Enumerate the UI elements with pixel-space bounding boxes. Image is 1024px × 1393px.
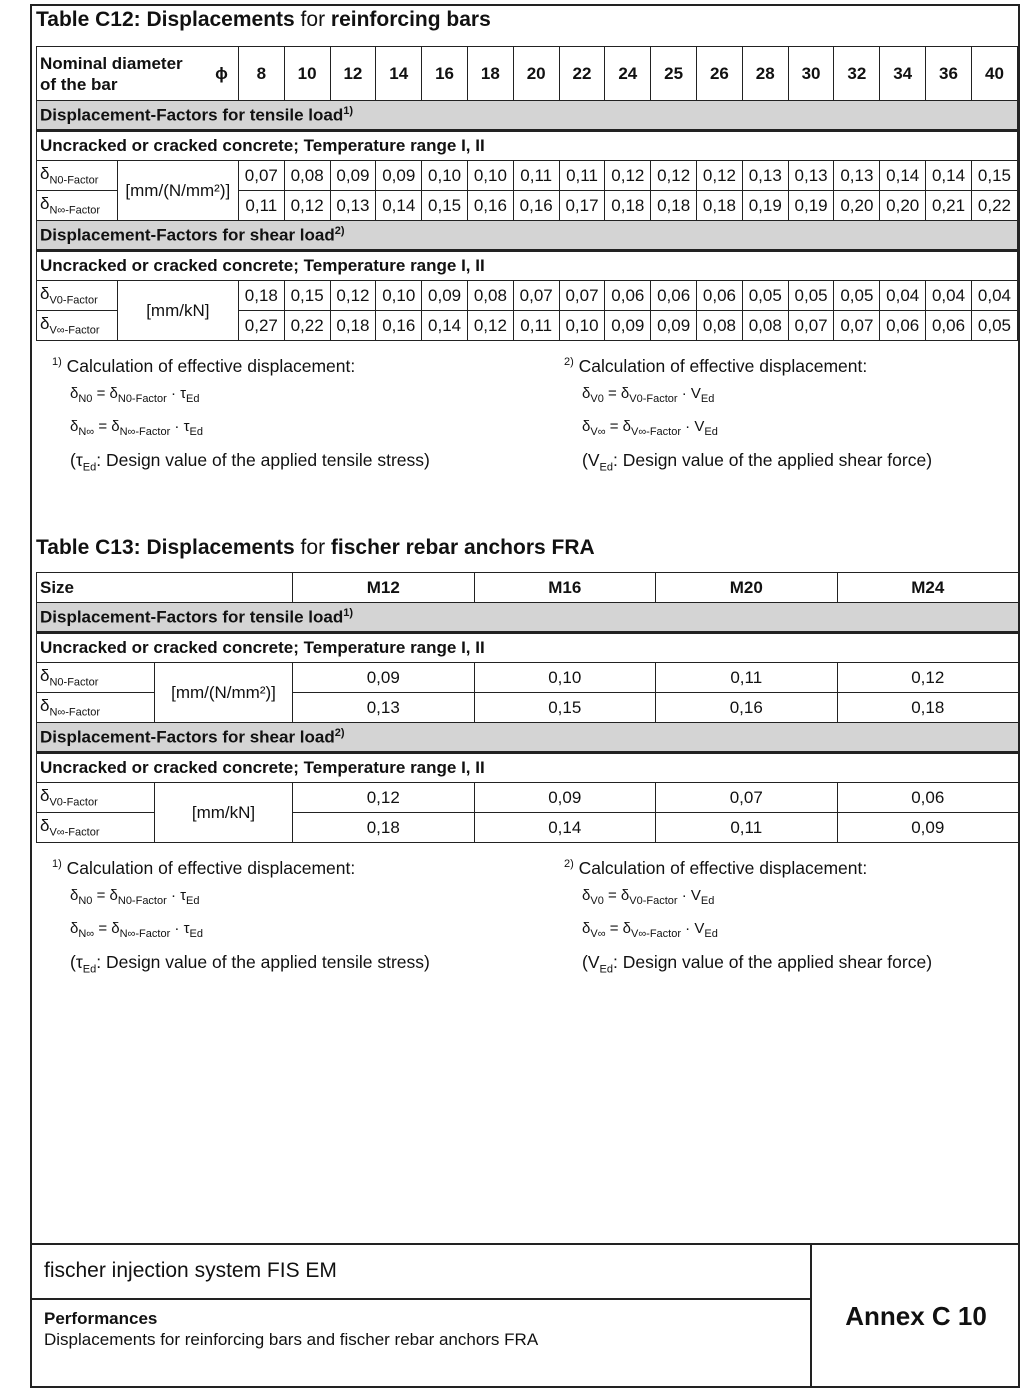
value-cell: 0,22 xyxy=(284,311,330,341)
c13-dN0-row xyxy=(37,663,1019,693)
value-cell: 0,12 xyxy=(284,191,330,221)
shear-unit: [mm/kN] xyxy=(155,783,293,843)
diameter-cell: 16 xyxy=(422,47,468,101)
value-cell: 0,13 xyxy=(293,693,475,723)
diameter-cell: 26 xyxy=(697,47,743,101)
footer-system: fischer injection system FIS EM xyxy=(30,1245,810,1300)
value-cell: 0,07 xyxy=(559,281,605,311)
diameter-cell: 25 xyxy=(651,47,697,101)
dNinf-label: $\delta_{N\infty-Factor}$ xyxy=(37,693,155,723)
diameter-cell: 20 xyxy=(513,47,559,101)
size-label: Size xyxy=(37,573,293,603)
dVinf-label: $\delta_{V\infty-Factor}$ xyxy=(37,311,118,341)
value-cell: 0,11 xyxy=(656,813,838,843)
footer-section: Performances xyxy=(44,1309,158,1328)
value-cell: 0,10 xyxy=(474,663,656,693)
value-cell: 0,06 xyxy=(651,281,697,311)
dVinf-label: $\delta_{V\infty-Factor}$ xyxy=(37,813,155,843)
table-c12-title: Table C12: Displacements for reinforcing bars xyxy=(36,8,491,31)
tensile-unit: [mm/(N/mm²)] xyxy=(155,663,293,723)
value-cell: 0,05 xyxy=(834,281,880,311)
value-cell: 0,27 xyxy=(238,311,284,341)
value-cell: 0,09 xyxy=(837,813,1019,843)
value-cell: 0,16 xyxy=(656,693,838,723)
value-cell: 0,18 xyxy=(293,813,475,843)
value-cell: 0,22 xyxy=(971,191,1017,221)
dN0-label: $\delta_{N0-Factor}$ xyxy=(37,663,155,693)
table-c13-title: Table C13: Displacements for fischer rebar anchors FRA xyxy=(36,536,595,559)
value-cell: 0,13 xyxy=(330,191,376,221)
diameter-cell: 30 xyxy=(788,47,834,101)
value-cell: 0,06 xyxy=(926,311,972,341)
value-cell: 0,11 xyxy=(238,191,284,221)
shear-condition: Uncracked or cracked concrete; Temperature range I, II xyxy=(37,753,1019,783)
value-cell: 0,06 xyxy=(697,281,743,311)
shear-condition-row xyxy=(37,753,1019,783)
shear-condition-row xyxy=(37,251,1018,281)
shear-section-row xyxy=(37,723,1019,753)
value-cell: 0,09 xyxy=(293,663,475,693)
value-cell: 0,07 xyxy=(656,783,838,813)
tensile-condition: Uncracked or cracked concrete; Temperature range I, II xyxy=(37,633,1019,663)
tensile-section-row xyxy=(37,101,1018,131)
value-cell: 0,06 xyxy=(880,311,926,341)
value-cell: 0,20 xyxy=(834,191,880,221)
value-cell: 0,05 xyxy=(788,281,834,311)
value-cell: 0,14 xyxy=(422,311,468,341)
c12-dV0-row xyxy=(37,281,1018,311)
value-cell: 0,18 xyxy=(837,693,1019,723)
value-cell: 0,14 xyxy=(926,161,972,191)
value-cell: 0,09 xyxy=(651,311,697,341)
c13-note-shear: $^{2)}$ Calculation of effective displacement: $\delta_{V0} = \delta_{V0-Factor} \cdot V_{Ed}$ $\delta_{V\infty} = \delta_{V\infty-Factor} \cdot V_{Ed}$ ($V_{Ed}$: Design value of the applied shear force) xyxy=(564,857,933,976)
table-c12 xyxy=(36,46,1018,341)
value-cell: 0,19 xyxy=(788,191,834,221)
shear-section-row xyxy=(37,221,1018,251)
value-cell: 0,06 xyxy=(837,783,1019,813)
dNinf-label: $\delta_{N\infty-Factor}$ xyxy=(37,191,118,221)
annex-label: Annex C 10 xyxy=(845,1301,987,1331)
value-cell: 0,12 xyxy=(651,161,697,191)
diameter-cell: 10 xyxy=(284,47,330,101)
footer xyxy=(30,1243,1020,1388)
c13-note-tensile: $^{1)}$ Calculation of effective displacement: $\delta_{N0} = \delta_{N0-Factor} \cdot \tau_{Ed}$ $\delta_{N\infty} = \delta_{N\infty-Factor} \cdot \tau_{Ed}$ ($\tau_{Ed}$: Design value of the applied tensile stress) xyxy=(52,857,430,976)
tensile-condition-row xyxy=(37,633,1019,663)
footer-description: Displacements for reinforcing bars and fischer rebar anchors FRA xyxy=(44,1330,539,1349)
value-cell: 0,13 xyxy=(834,161,880,191)
shear-section-title: Displacement-Factors for shear load$^{2)}$ xyxy=(37,723,1019,753)
value-cell: 0,15 xyxy=(422,191,468,221)
value-cell: 0,15 xyxy=(971,161,1017,191)
size-cell: M12 xyxy=(293,573,475,603)
tensile-condition: Uncracked or cracked concrete; Temperature range I, II xyxy=(37,131,1018,161)
value-cell: 0,04 xyxy=(971,281,1017,311)
diameter-cell: 18 xyxy=(467,47,513,101)
dN0-label: $\delta_{N0-Factor}$ xyxy=(37,161,118,191)
value-cell: 0,10 xyxy=(559,311,605,341)
value-cell: 0,14 xyxy=(880,161,926,191)
c13-dV0-row xyxy=(37,783,1019,813)
value-cell: 0,11 xyxy=(656,663,838,693)
value-cell: 0,12 xyxy=(837,663,1019,693)
value-cell: 0,12 xyxy=(293,783,475,813)
value-cell: 0,09 xyxy=(330,161,376,191)
value-cell: 0,13 xyxy=(788,161,834,191)
nominal-diameter-header: Nominal diameter of the bar ϕ xyxy=(37,47,239,101)
value-cell: 0,21 xyxy=(926,191,972,221)
size-cell: M24 xyxy=(837,573,1019,603)
shear-unit: [mm/kN] xyxy=(117,281,238,341)
value-cell: 0,07 xyxy=(513,281,559,311)
value-cell: 0,08 xyxy=(697,311,743,341)
value-cell: 0,13 xyxy=(742,161,788,191)
tensile-section-row xyxy=(37,603,1019,633)
shear-section-title: Displacement-Factors for shear load$^{2)}$ xyxy=(37,221,1018,251)
shear-condition: Uncracked or cracked concrete; Temperature range I, II xyxy=(37,251,1018,281)
dV0-label: $\delta_{V0-Factor}$ xyxy=(37,281,118,311)
size-cell: M20 xyxy=(656,573,838,603)
value-cell: 0,18 xyxy=(697,191,743,221)
diameter-cell: 34 xyxy=(880,47,926,101)
diameter-cell: 22 xyxy=(559,47,605,101)
dV0-label: $\delta_{V0-Factor}$ xyxy=(37,783,155,813)
footer-left xyxy=(30,1245,812,1388)
value-cell: 0,09 xyxy=(376,161,422,191)
tensile-condition-row xyxy=(37,131,1018,161)
value-cell: 0,17 xyxy=(559,191,605,221)
value-cell: 0,18 xyxy=(605,191,651,221)
table-header-row xyxy=(37,47,1018,101)
tensile-section-title: Displacement-Factors for tensile load$^{1)}$ xyxy=(37,101,1018,131)
tensile-unit: [mm/(N/mm²)] xyxy=(117,161,238,221)
diameter-cell: 12 xyxy=(330,47,376,101)
value-cell: 0,09 xyxy=(422,281,468,311)
value-cell: 0,09 xyxy=(605,311,651,341)
value-cell: 0,18 xyxy=(238,281,284,311)
value-cell: 0,07 xyxy=(834,311,880,341)
value-cell: 0,10 xyxy=(422,161,468,191)
value-cell: 0,08 xyxy=(742,311,788,341)
value-cell: 0,08 xyxy=(284,161,330,191)
value-cell: 0,12 xyxy=(605,161,651,191)
size-cell: M16 xyxy=(474,573,656,603)
value-cell: 0,04 xyxy=(926,281,972,311)
value-cell: 0,10 xyxy=(376,281,422,311)
c12-note-shear: $^{2)}$ Calculation of effective displacement: $\delta_{V0} = \delta_{V0-Factor} \cdot V_{Ed}$ $\delta_{V\infty} = \delta_{V\infty-Factor} \cdot V_{Ed}$ ($V_{Ed}$: Design value of the applied shear force) xyxy=(564,355,933,474)
diameter-cell: 36 xyxy=(926,47,972,101)
diameter-cell: 32 xyxy=(834,47,880,101)
value-cell: 0,15 xyxy=(474,693,656,723)
size-header-row xyxy=(37,573,1019,603)
value-cell: 0,12 xyxy=(467,311,513,341)
value-cell: 0,18 xyxy=(651,191,697,221)
value-cell: 0,14 xyxy=(474,813,656,843)
value-cell: 0,16 xyxy=(467,191,513,221)
value-cell: 0,16 xyxy=(513,191,559,221)
c12-dN0-row xyxy=(37,161,1018,191)
value-cell: 0,07 xyxy=(788,311,834,341)
c12-note-tensile: $^{1)}$ Calculation of effective displacement: $\delta_{N0} = \delta_{N0-Factor} \cdot \tau_{Ed}$ $\delta_{N\infty} = \delta_{N\infty-Factor} \cdot \tau_{Ed}$ ($\tau_{Ed}$: Design value of the applied tensile stress) xyxy=(52,355,430,474)
value-cell: 0,20 xyxy=(880,191,926,221)
value-cell: 0,10 xyxy=(467,161,513,191)
diameter-cell: 24 xyxy=(605,47,651,101)
diameter-cell: 28 xyxy=(742,47,788,101)
value-cell: 0,14 xyxy=(376,191,422,221)
diameter-cell: 14 xyxy=(376,47,422,101)
value-cell: 0,11 xyxy=(513,161,559,191)
footer-description-block xyxy=(30,1300,810,1350)
value-cell: 0,06 xyxy=(605,281,651,311)
value-cell: 0,18 xyxy=(330,311,376,341)
value-cell: 0,09 xyxy=(474,783,656,813)
value-cell: 0,08 xyxy=(467,281,513,311)
diameter-cell: 8 xyxy=(238,47,284,101)
value-cell: 0,12 xyxy=(330,281,376,311)
value-cell: 0,19 xyxy=(742,191,788,221)
tensile-section-title: Displacement-Factors for tensile load$^{1)}$ xyxy=(37,603,1019,633)
value-cell: 0,07 xyxy=(238,161,284,191)
value-cell: 0,12 xyxy=(697,161,743,191)
diameter-cell: 40 xyxy=(971,47,1017,101)
value-cell: 0,16 xyxy=(376,311,422,341)
value-cell: 0,11 xyxy=(513,311,559,341)
value-cell: 0,15 xyxy=(284,281,330,311)
value-cell: 0,04 xyxy=(880,281,926,311)
value-cell: 0,05 xyxy=(742,281,788,311)
value-cell: 0,11 xyxy=(559,161,605,191)
value-cell: 0,05 xyxy=(971,311,1017,341)
table-c13 xyxy=(36,572,1019,843)
phi-symbol: ϕ xyxy=(215,64,228,83)
